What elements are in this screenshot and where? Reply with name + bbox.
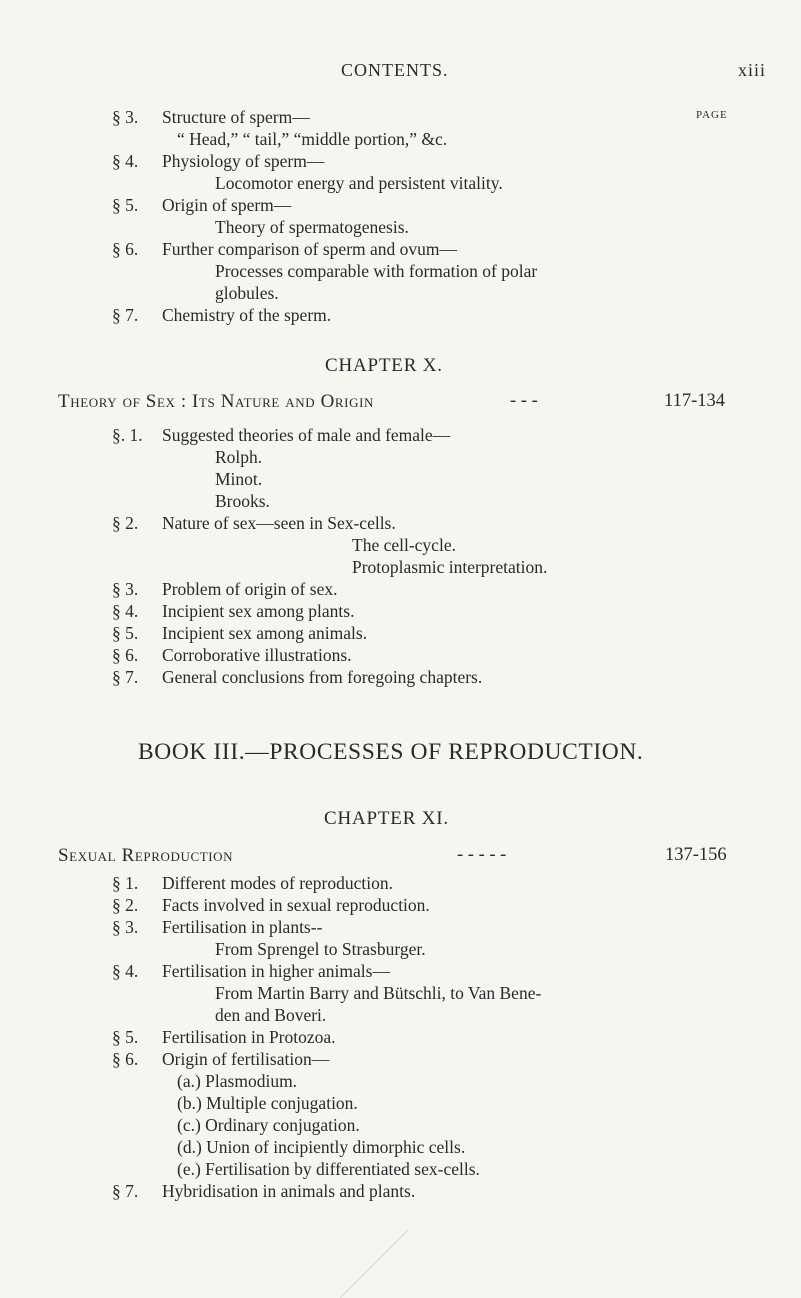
toc-entry [112,150,324,172]
entry-text: Nature of sex—seen in Sex-cells. [162,513,396,533]
toc-subentry: Rolph. [215,447,263,467]
entry-text: Origin of sperm— [162,195,292,215]
toc-subentry: (a.) Plasmodium. [177,1071,298,1091]
entry-text: General conclusions from foregoing chapters. [162,667,483,687]
chapter-heading: CHAPTER XI. [324,808,449,829]
scan-artifact-line [340,1230,410,1298]
toc-entry [112,960,390,982]
dot-leader: - - - - - [457,845,507,865]
chapter-title: Sexual Reproduction [58,845,234,866]
toc-entry [112,106,310,128]
toc-entry [112,894,430,916]
toc-entry [112,872,393,894]
entry-text: Suggested theories of male and female— [162,425,451,445]
page-number: xiii [738,60,767,80]
section-number: § 6. [112,239,139,259]
running-header-title: CONTENTS. [341,60,449,80]
entry-text: Physiology of sperm— [162,151,325,171]
section-number: § 6. [112,1049,139,1069]
page-range: 117-134 [664,391,725,411]
section-number: § 4. [112,961,139,981]
section-number: § 7. [112,667,139,687]
book-heading: BOOK III.—PROCESSES OF REPRODUCTION. [138,739,644,765]
section-number: § 4. [112,151,139,171]
toc-subentry: Protoplasmic interpretation. [352,557,548,577]
toc-subentry: From Martin Barry and Bütschli, to Van Bene- [215,983,542,1003]
section-number: § 7. [112,1181,139,1201]
toc-subentry: (b.) Multiple conjugation. [177,1093,358,1113]
section-number: § 4. [112,601,139,621]
toc-subentry: “ Head,” “ tail,” “middle portion,” &c. [177,129,448,149]
toc-subentry: Minot. [215,469,263,489]
section-number: § 3. [112,917,139,937]
toc-entry [112,424,450,446]
toc-entry [112,666,482,688]
dot-leader: - - - [510,391,538,411]
toc-entry [112,600,354,622]
section-number: § 5. [112,195,139,215]
entry-text: Corroborative illustrations. [162,645,352,665]
toc-entry [112,304,331,326]
toc-entry [112,238,457,260]
section-number: § 5. [112,623,139,643]
entry-text: Fertilisation in Protozoa. [162,1027,336,1047]
section-number: § 6. [112,645,139,665]
toc-subentry: Locomotor energy and persistent vitality. [215,173,503,193]
entry-text: Fertilisation in higher animals— [162,961,390,981]
toc-subentry: Brooks. [215,491,270,511]
toc-subentry: From Sprengel to Strasburger. [215,939,426,959]
section-number: § 7. [112,305,139,325]
entry-text: Incipient sex among animals. [162,623,368,643]
page-column-label: PAGE [696,109,728,121]
toc-subentry: Theory of spermatogenesis. [215,217,409,237]
toc-entry [112,578,337,600]
toc-subentry: Processes comparable with formation of polar [215,261,538,281]
toc-entry [112,916,322,938]
toc-subentry: (d.) Union of incipiently dimorphic cells. [177,1137,466,1157]
toc-entry [112,1026,336,1048]
entry-text: Facts involved in sexual reproduction. [162,895,430,915]
entry-text: Hybridisation in animals and plants. [162,1181,416,1201]
toc-entry [112,512,396,534]
entry-text: Problem of origin of sex. [162,579,338,599]
toc-entry [112,1180,415,1202]
toc-subentry: globules. [215,283,279,303]
section-number: §. 1. [112,425,143,445]
entry-text: Chemistry of the sperm. [162,305,332,325]
toc-subentry: The cell-cycle. [352,535,456,555]
toc-entry [112,194,291,216]
entry-text: Further comparison of sperm and ovum— [162,239,458,259]
section-number: § 2. [112,895,139,915]
entry-text: Origin of fertilisation— [162,1049,330,1069]
toc-entry [112,1048,329,1070]
entry-text: Structure of sperm— [162,107,310,127]
entry-text: Different modes of reproduction. [162,873,393,893]
toc-subentry: (e.) Fertilisation by differentiated sex-cells. [177,1159,480,1179]
entry-text: Fertilisation in plants-- [162,917,323,937]
chapter-title: Theory of Sex : Its Nature and Origin [58,391,375,412]
section-number: § 3. [112,107,139,127]
chapter-heading: CHAPTER X. [325,355,443,376]
toc-subentry: den and Boveri. [215,1005,327,1025]
toc-entry [112,644,352,666]
section-number: § 5. [112,1027,139,1047]
toc-subentry: (c.) Ordinary conjugation. [177,1115,360,1135]
section-number: § 1. [112,873,139,893]
page-range: 137-156 [665,845,727,865]
toc-entry [112,622,367,644]
section-number: § 2. [112,513,139,533]
entry-text: Incipient sex among plants. [162,601,355,621]
section-number: § 3. [112,579,139,599]
